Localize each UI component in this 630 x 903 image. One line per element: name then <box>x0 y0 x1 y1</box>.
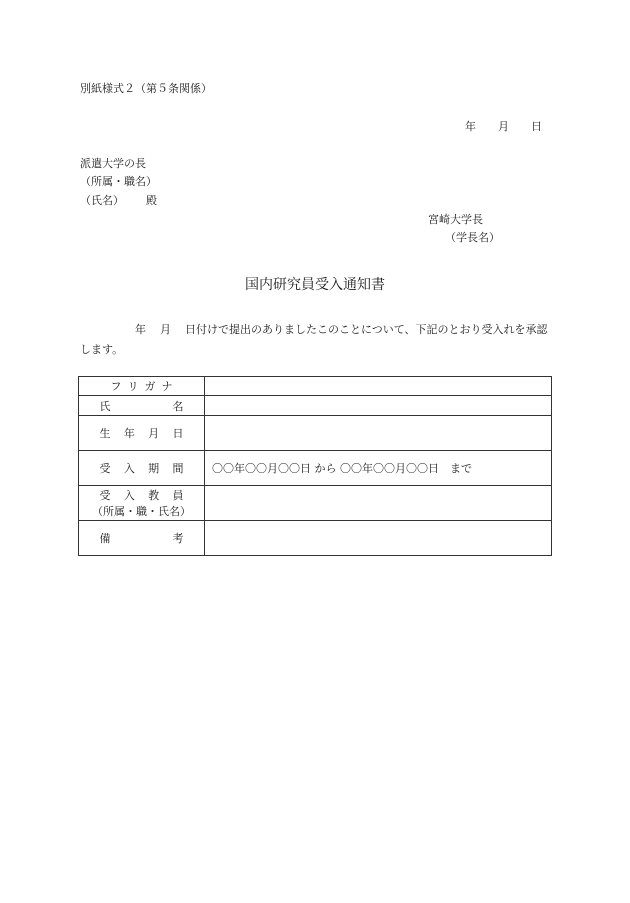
period-label-char: 期 <box>148 462 160 475</box>
faculty-value[interactable] <box>205 486 552 521</box>
body-year: 年 <box>135 323 146 336</box>
remarks-label-char: 備 <box>99 532 111 545</box>
remarks-label-char: 考 <box>172 532 184 545</box>
table-row <box>79 396 552 416</box>
date-year: 年 <box>465 120 476 133</box>
table-row <box>79 416 552 451</box>
faculty-sub-label: （所属・職・氏名） <box>92 505 191 518</box>
table-row <box>79 377 552 396</box>
body-text: 日付けで提出のありましたこのことについて、下記のとおり受入れを承認します。 <box>80 323 548 356</box>
faculty-label <box>79 486 205 521</box>
remarks-value[interactable] <box>205 521 552 556</box>
recipient-name: （氏名） <box>80 194 124 207</box>
period-value[interactable]: 〇〇年〇〇月〇〇日 から 〇〇年〇〇月〇〇日 まで <box>205 451 552 486</box>
table-row <box>79 486 552 521</box>
date-day: 日 <box>531 120 542 133</box>
notice-table <box>78 376 552 556</box>
furigana-label <box>79 377 205 396</box>
name-label-char: 氏 <box>99 399 111 413</box>
recipient-honorific: 殿 <box>146 194 157 207</box>
period-label-char: 間 <box>172 462 184 475</box>
document-title: 国内研究員受入通知書 <box>245 277 385 293</box>
table-row <box>79 451 552 486</box>
faculty-label-char: 入 <box>123 489 135 502</box>
furigana-char: ガ <box>144 380 156 393</box>
birth-date-value[interactable] <box>205 416 552 451</box>
furigana-char: リ <box>127 380 139 393</box>
body-paragraph <box>80 320 555 360</box>
period-label-char: 入 <box>123 462 135 475</box>
sender-name: （学長名） <box>445 231 500 244</box>
birth-date-label <box>79 416 205 451</box>
name-label <box>79 396 205 416</box>
furigana-char: ナ <box>161 380 173 393</box>
faculty-label-char: 教 <box>148 489 160 502</box>
birth-label-char: 生 <box>99 427 111 440</box>
name-label-char: 名 <box>172 399 184 413</box>
sender-title: 宮崎大学長 <box>428 213 483 226</box>
name-value[interactable] <box>205 396 552 416</box>
recipient-institution: 派遣大学の長 <box>80 157 146 170</box>
birth-label-char: 年 <box>123 427 135 440</box>
recipient-affiliation: （所属・職名） <box>80 175 157 188</box>
period-label <box>79 451 205 486</box>
remarks-label <box>79 521 205 556</box>
recipient-name-line <box>80 192 157 208</box>
faculty-label-char: 員 <box>172 489 184 502</box>
date-month: 月 <box>498 120 509 133</box>
table-row <box>79 521 552 556</box>
faculty-label-char: 受 <box>99 489 111 502</box>
furigana-value[interactable] <box>205 377 552 396</box>
birth-label-char: 日 <box>172 427 184 440</box>
period-label-char: 受 <box>99 462 111 475</box>
furigana-char: フ <box>110 380 122 393</box>
body-month: 月 <box>160 323 171 336</box>
birth-label-char: 月 <box>148 427 160 440</box>
issue-date-line <box>465 118 542 134</box>
form-reference: 別紙様式２（第５条関係） <box>80 82 212 95</box>
